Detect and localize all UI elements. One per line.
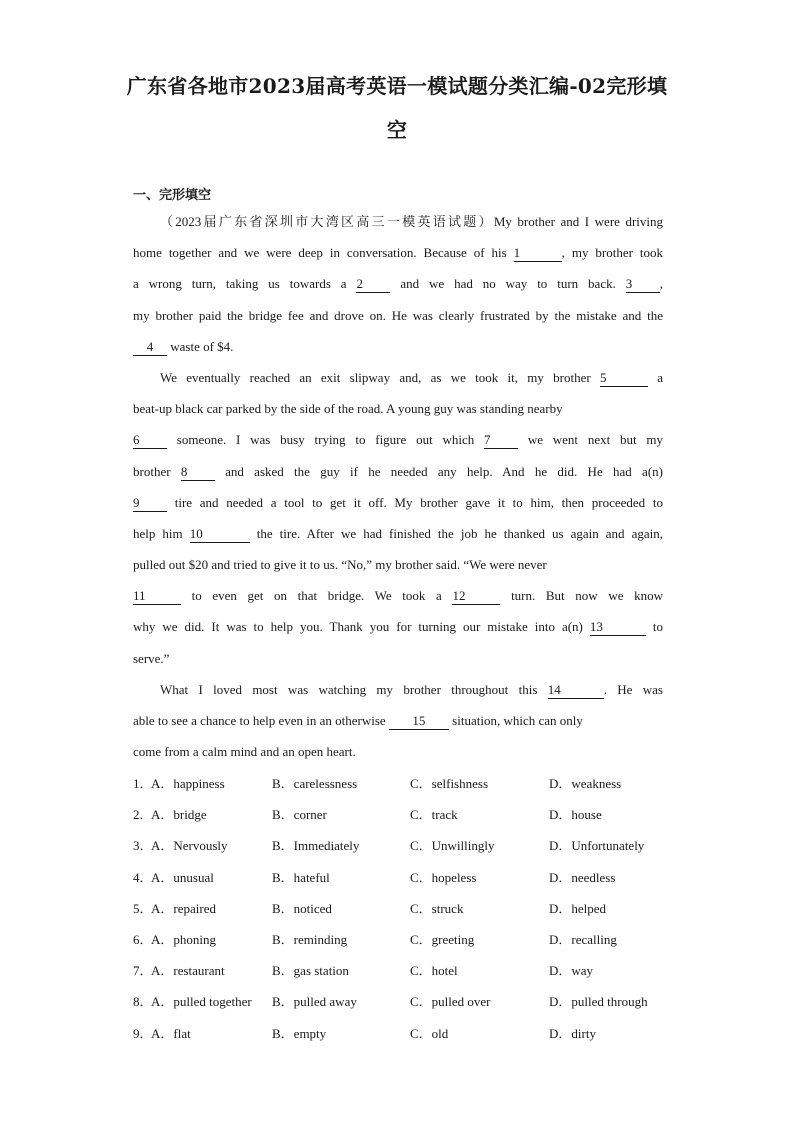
option-c[interactable]: C．struck — [410, 900, 464, 916]
option-b[interactable]: B．gas station — [272, 963, 349, 979]
answer-blank[interactable]: 14 — [548, 682, 604, 699]
passage-text: serve.” — [133, 650, 170, 666]
passage-line — [133, 331, 663, 362]
document-title — [120, 64, 674, 152]
answer-blank[interactable]: 4 — [133, 339, 167, 356]
passage-text: , my brother took — [561, 245, 663, 261]
passage-line — [133, 362, 663, 393]
question-row — [133, 986, 673, 1017]
question-number: 7． — [133, 963, 153, 979]
question-number: 3． — [133, 838, 153, 854]
option-c[interactable]: C．hotel — [410, 963, 458, 979]
answer-blank[interactable]: 3 — [626, 276, 660, 293]
option-b[interactable]: B．carelessness — [272, 776, 358, 791]
question-number: 5． — [133, 900, 153, 916]
option-a[interactable]: A．phoning — [151, 931, 217, 947]
passage-text: someone. I was busy trying to figure out which — [167, 432, 485, 448]
option-a[interactable]: A．unusual — [151, 869, 214, 885]
option-d[interactable]: D．weakness — [549, 776, 622, 791]
passage-text: a — [647, 369, 663, 385]
option-d[interactable]: D．Unfortunately — [549, 838, 645, 854]
answer-blank[interactable]: 13 — [590, 619, 646, 636]
section-heading: 一、完形填空 — [133, 188, 212, 203]
option-d[interactable]: D．recalling — [549, 931, 617, 947]
option-c[interactable]: C．track — [410, 807, 458, 823]
option-a[interactable]: A．happiness — [151, 776, 225, 791]
option-b[interactable]: B．empty — [272, 1025, 327, 1041]
answer-blank[interactable]: 10 — [190, 526, 250, 543]
option-a[interactable]: A．restaurant — [151, 963, 225, 979]
option-b[interactable]: B．hateful — [272, 869, 330, 885]
question-row — [133, 924, 673, 955]
passage-text: tire and needed a tool to get it off. My brother gave it to him, then proceeded to — [167, 494, 663, 510]
question-row — [133, 799, 673, 830]
passage-line — [133, 549, 663, 580]
passage-line — [133, 643, 663, 674]
passage-text: turn. But now we know — [500, 588, 663, 604]
question-row — [133, 768, 673, 799]
passage-text: my brother paid the bridge fee and drove on. He was clearly frustrated by the mistake and the — [133, 307, 663, 323]
passage-line — [133, 705, 663, 736]
passage-text: the tire. After we had finished the job he thanked us again and again, — [249, 525, 663, 541]
answer-blank[interactable]: 8 — [181, 464, 215, 481]
question-row — [133, 830, 673, 861]
passage-text: to — [645, 619, 663, 635]
passage-text: We eventually reached an exit slipway and, as we took it, my brother — [160, 369, 600, 385]
passage-text: to even get on that bridge. We took a — [181, 588, 453, 604]
option-a[interactable]: A．repaired — [151, 900, 216, 916]
passage-line — [133, 611, 663, 642]
answer-blank[interactable]: 15 — [389, 713, 449, 730]
passage-line — [133, 580, 663, 611]
question-number: 6． — [133, 931, 153, 947]
question-number: 1． — [133, 776, 153, 791]
passage-line — [133, 206, 663, 237]
question-row — [133, 1018, 673, 1049]
passage-line — [133, 456, 663, 487]
option-c[interactable]: C．greeting — [410, 931, 475, 947]
option-c[interactable]: C．selfishness — [410, 776, 489, 791]
passage-text: pulled out $20 and tried to give it to us. “No,” my brother said. “We were never — [133, 557, 547, 573]
option-b[interactable]: B．reminding — [272, 931, 348, 947]
passage-line — [133, 487, 663, 518]
option-b[interactable]: B．noticed — [272, 900, 332, 916]
passage-text: （2023届广东省深圳市大湾区高三一模英语试题）My brother and I were driving — [160, 214, 663, 229]
passage-text: a wrong turn, taking us towards a — [133, 276, 357, 292]
passage-text: waste of $4. — [167, 338, 234, 354]
option-d[interactable]: D．dirty — [549, 1025, 596, 1041]
option-a[interactable]: A．pulled together — [151, 994, 252, 1010]
option-b[interactable]: B．Immediately — [272, 838, 360, 854]
option-c[interactable]: C．old — [410, 1025, 449, 1041]
passage-line — [133, 393, 663, 424]
option-d[interactable]: D．pulled through — [549, 994, 648, 1010]
question-number: 8． — [133, 994, 153, 1010]
question-row — [133, 893, 673, 924]
answer-blank[interactable]: 6 — [133, 432, 167, 449]
passage-text: . He was — [603, 681, 663, 697]
passage-line — [133, 300, 663, 331]
option-b[interactable]: B．pulled away — [272, 994, 357, 1010]
option-a[interactable]: A．bridge — [151, 807, 207, 823]
question-row — [133, 862, 673, 893]
passage-line — [133, 237, 663, 268]
option-b[interactable]: B．corner — [272, 807, 327, 823]
passage-text: brother — [133, 463, 181, 479]
answer-blank[interactable]: 11 — [133, 588, 181, 605]
option-d[interactable]: D．needless — [549, 869, 616, 885]
passage-text: come from a calm mind and an open heart. — [133, 744, 356, 760]
passage-text: What I loved most was watching my brother throughout this — [160, 681, 548, 697]
passage-line — [133, 424, 663, 455]
cloze-passage — [133, 206, 663, 767]
passage-text: home together and we were deep in conversation. Because of his — [133, 245, 514, 261]
answer-blank[interactable]: 12 — [452, 588, 500, 605]
question-number: 9． — [133, 1025, 153, 1041]
passage-text: help him — [133, 525, 190, 541]
question-options — [133, 768, 673, 1049]
passage-line — [133, 736, 663, 767]
passage-text: we went next but my — [518, 432, 663, 448]
passage-line — [133, 268, 663, 299]
option-a[interactable]: A．Nervously — [151, 838, 228, 854]
option-c[interactable]: C．Unwillingly — [410, 838, 495, 854]
passage-text: and we had no way to turn back. — [390, 276, 626, 292]
passage-text: situation, which can only — [448, 713, 583, 728]
passage-line — [133, 518, 663, 549]
passage-line — [133, 674, 663, 705]
answer-blank[interactable]: 2 — [356, 276, 390, 293]
answer-blank[interactable]: 1 — [514, 245, 562, 262]
passage-text: and asked the guy if he needed any help. And he did. He had a(n) — [214, 463, 663, 479]
question-row — [133, 955, 673, 986]
answer-blank[interactable]: 9 — [133, 495, 167, 512]
passage-text: why we did. It was to help you. Thank you for turning our mistake into a(n) — [133, 619, 590, 635]
title-line-2: 空 — [386, 118, 408, 142]
question-number: 2． — [133, 807, 153, 823]
answer-blank[interactable]: 7 — [484, 432, 518, 449]
option-c[interactable]: C．hopeless — [410, 869, 477, 885]
option-d[interactable]: D．way — [549, 963, 594, 979]
passage-text: able to see a chance to help even in an otherwise — [133, 713, 389, 728]
option-d[interactable]: D．house — [549, 807, 602, 823]
question-number: 4． — [133, 869, 153, 885]
title-line-1: 广东省各地市2023届高考英语一模试题分类汇编-02完形填 — [126, 74, 668, 98]
option-d[interactable]: D．helped — [549, 900, 607, 916]
option-c[interactable]: C．pulled over — [410, 994, 491, 1010]
passage-text: , — [659, 276, 663, 292]
answer-blank[interactable]: 5 — [600, 370, 648, 387]
passage-text: beat-up black car parked by the side of the road. A young guy was standing nearby — [133, 401, 563, 417]
option-a[interactable]: A．flat — [151, 1025, 191, 1041]
